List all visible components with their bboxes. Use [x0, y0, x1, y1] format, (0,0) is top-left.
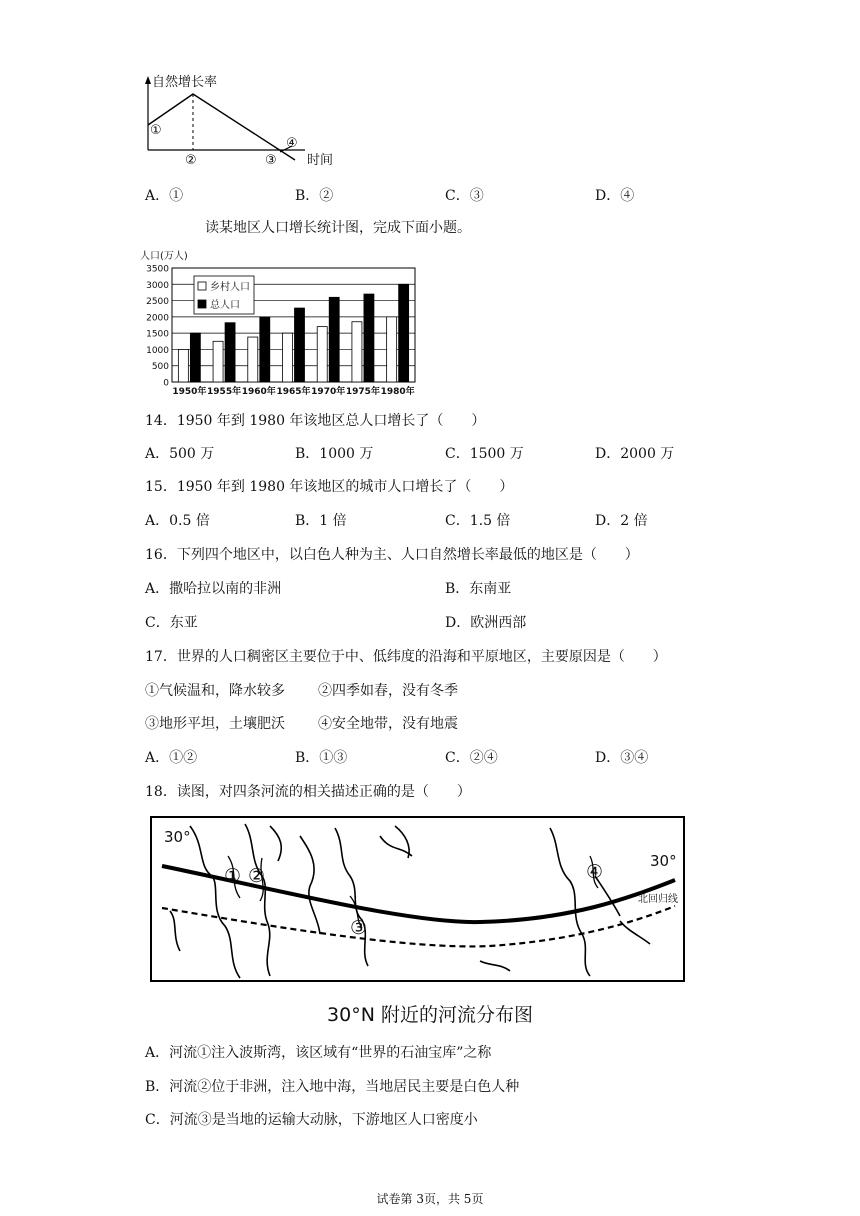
map-caption: 30°N 附近的河流分布图	[327, 1004, 533, 1026]
legend-label: 乡村人口	[210, 282, 250, 293]
bar-rural-population	[178, 349, 188, 382]
graph-marker-1: ①	[150, 123, 162, 138]
x-tick-label: 1965年	[276, 387, 311, 397]
q17-stem: 17．世界的人口稠密区主要位于中、低纬度的沿海和平原地区，主要原因是（ ）	[145, 649, 667, 665]
q15-option-b[interactable]: B．1 倍	[295, 513, 347, 529]
bar-rural-population	[352, 322, 362, 382]
q17-option-b[interactable]: B．①③	[295, 750, 348, 766]
y-axis-label: 人口(万人)	[140, 251, 188, 262]
page-footer: 试卷第 3页，共 5页	[376, 1192, 484, 1206]
q15-stem: 15．1950 年到 1980 年该地区的城市人口增长了（ ）	[145, 479, 514, 495]
legend-swatch	[198, 282, 206, 290]
q17-option-d[interactable]: D．③④	[595, 750, 649, 766]
graph-marker-4: ④	[286, 136, 298, 151]
map-30-right-label: 30°	[650, 852, 677, 870]
map-30-left-label: 30°	[164, 828, 191, 846]
q14-option-a[interactable]: A．500 万	[145, 446, 215, 462]
bar-total-population	[260, 317, 270, 382]
river-marker-4: ④	[586, 861, 604, 883]
y-tick-label: 2000	[146, 313, 169, 324]
q14-stem: 14．1950 年到 1980 年该地区总人口增长了（ ）	[145, 413, 486, 429]
bar-rural-population	[317, 327, 327, 382]
q17-statement-1: ①气候温和，降水较多	[145, 683, 285, 699]
river-map	[150, 816, 685, 982]
q16-option-a[interactable]: A．撒哈拉以南的非洲	[145, 581, 282, 597]
q17-statement-4: ④安全地带，没有地震	[318, 716, 458, 732]
graph-marker-2: ②	[185, 153, 197, 168]
population-bar-chart	[140, 248, 425, 400]
intro-text: 读某地区人口增长统计图，完成下面小题。	[205, 220, 471, 236]
growth-rate-graph	[140, 70, 340, 170]
bar-rural-population	[248, 337, 258, 382]
y-tick-label: 0	[163, 378, 169, 389]
q13-option-b[interactable]: B．②	[295, 188, 334, 204]
q18-option-a[interactable]: A．河流①注入波斯湾，该区域有“世界的石油宝库”之称	[145, 1045, 492, 1061]
q14-option-b[interactable]: B．1000 万	[295, 446, 374, 462]
graph-marker-3: ③	[265, 153, 277, 168]
graph-y-label: 自然增长率	[152, 75, 218, 90]
q15-option-c[interactable]: C．1.5 倍	[445, 513, 511, 529]
q13-option-d[interactable]: D．④	[595, 188, 635, 204]
q16-option-d[interactable]: D．欧洲西部	[445, 615, 527, 631]
y-tick-label: 1500	[146, 329, 169, 340]
q17-statement-3: ③地形平坦，土壤肥沃	[145, 716, 285, 732]
x-tick-label: 1980年	[380, 387, 415, 397]
x-tick-label: 1950年	[172, 387, 207, 397]
x-tick-label: 1975年	[345, 387, 380, 397]
y-tick-label: 500	[151, 362, 169, 373]
q15-option-d[interactable]: D．2 倍	[595, 513, 648, 529]
y-tick-label: 2500	[146, 297, 169, 308]
q17-statement-2: ②四季如春，没有冬季	[318, 683, 458, 699]
graph-x-label: 时间	[307, 153, 334, 168]
q18-option-b[interactable]: B．河流②位于非洲，注入地中海，当地居民主要是白色人种	[145, 1079, 520, 1095]
q14-option-c[interactable]: C．1500 万	[445, 446, 524, 462]
bar-total-population	[295, 308, 305, 382]
x-tick-label: 1970年	[311, 387, 346, 397]
bar-total-population	[225, 323, 235, 382]
q16-option-c[interactable]: C．东亚	[145, 615, 198, 631]
bar-total-population	[364, 294, 374, 382]
bar-rural-population	[213, 341, 223, 382]
bar-total-population	[329, 297, 339, 382]
river-marker-2: ②	[248, 865, 266, 887]
y-tick-label: 1000	[146, 345, 169, 356]
bar-rural-population	[283, 333, 293, 382]
tropic-label: 北回归线	[638, 894, 678, 905]
q13-option-a[interactable]: A．①	[145, 188, 184, 204]
q16-stem: 16．下列四个地区中，以白色人种为主、人口自然增长率最低的地区是（ ）	[145, 547, 639, 563]
y-tick-label: 3000	[146, 280, 169, 291]
q15-option-a[interactable]: A．0.5 倍	[145, 513, 210, 529]
x-tick-label: 1955年	[207, 387, 242, 397]
q17-option-a[interactable]: A．①②	[145, 750, 198, 766]
bar-total-population	[399, 284, 409, 382]
river-marker-3: ③	[350, 917, 368, 939]
q13-option-c[interactable]: C．③	[445, 188, 484, 204]
river-marker-1: ①	[224, 865, 242, 887]
q16-option-b[interactable]: B．东南亚	[445, 581, 512, 597]
q14-option-d[interactable]: D．2000 万	[595, 446, 675, 462]
q17-option-c[interactable]: C．②④	[445, 750, 498, 766]
bar-total-population	[190, 333, 200, 382]
legend-label: 总人口	[210, 300, 240, 311]
x-tick-label: 1960年	[241, 387, 276, 397]
bar-rural-population	[387, 317, 397, 382]
q18-option-c[interactable]: C．河流③是当地的运输大动脉，下游地区人口密度小	[145, 1112, 478, 1128]
q18-stem: 18．读图，对四条河流的相关描述正确的是（ ）	[145, 784, 471, 800]
y-tick-label: 3500	[146, 264, 169, 275]
legend-swatch	[198, 300, 206, 308]
